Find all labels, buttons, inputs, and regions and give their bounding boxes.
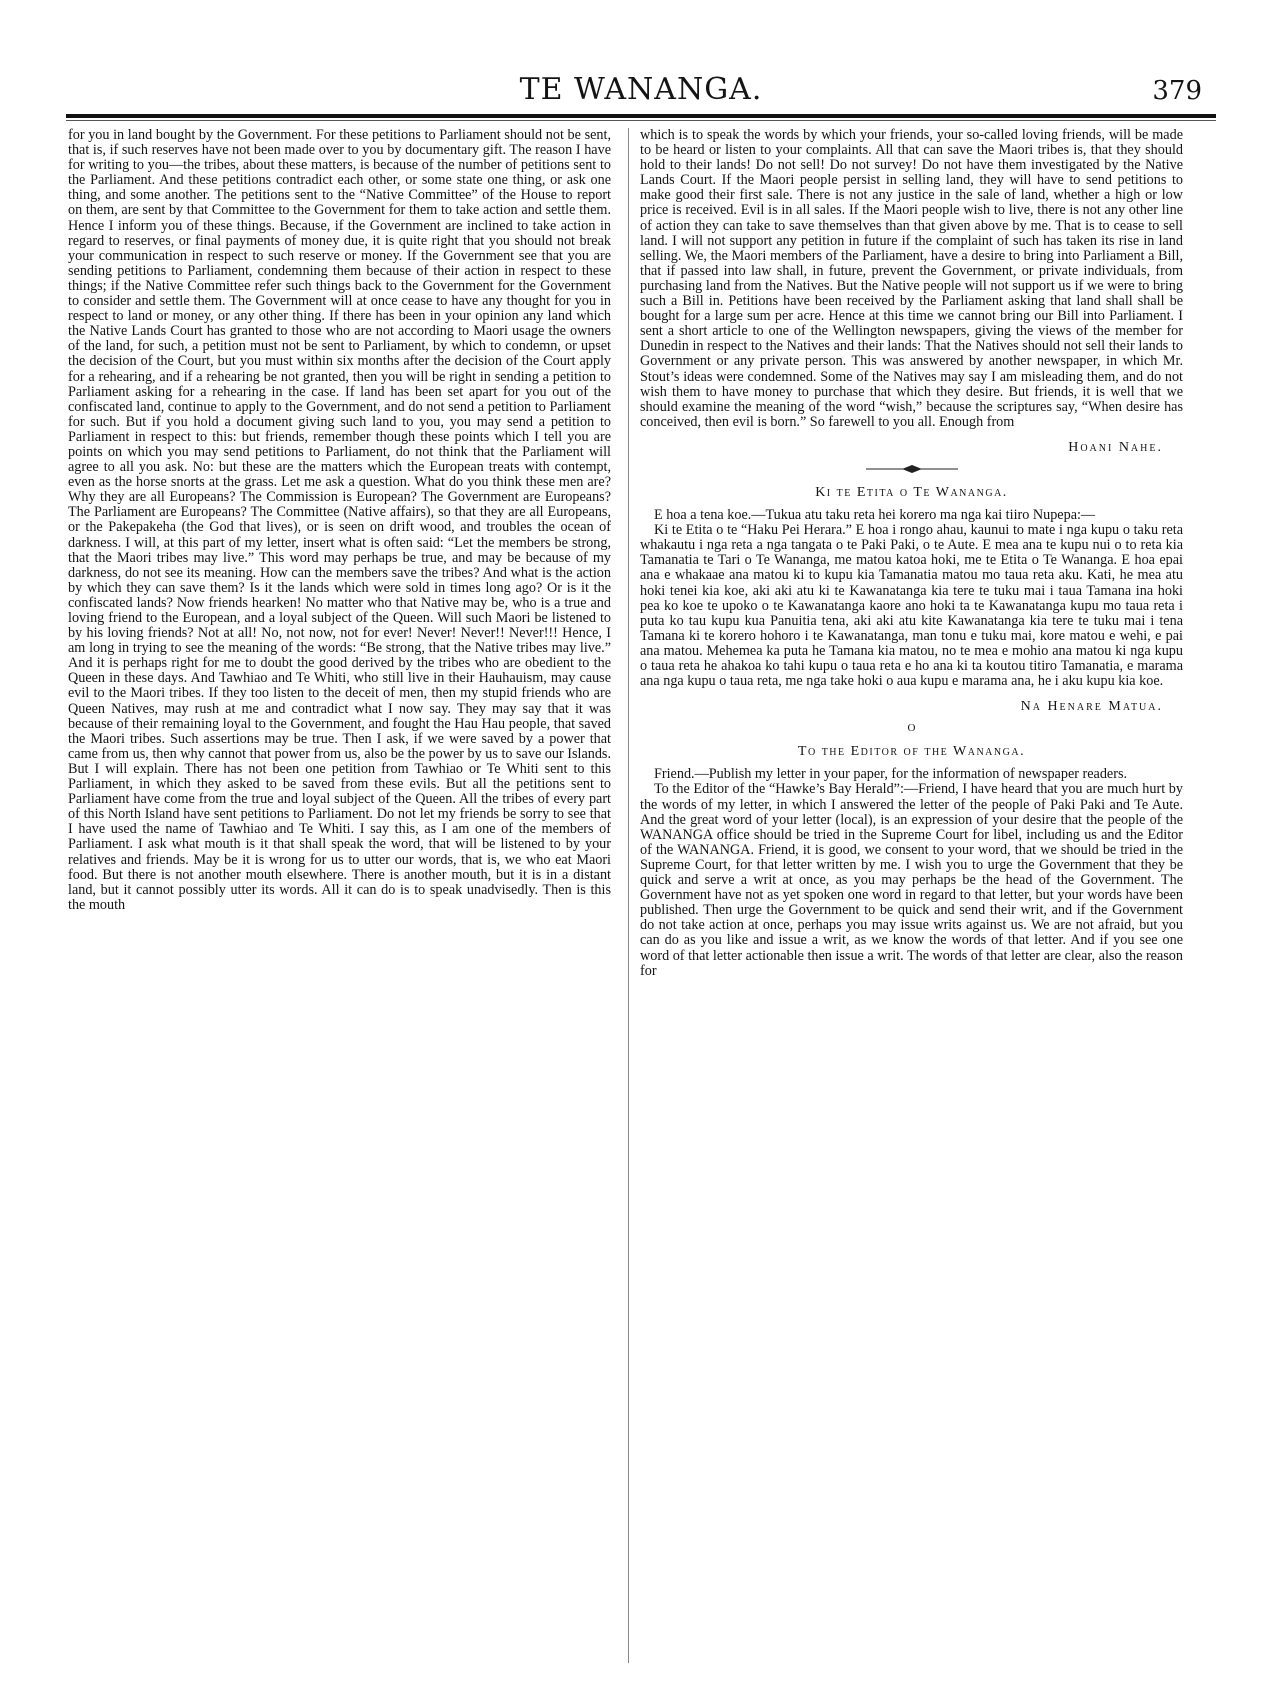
english-letter-paragraph: To the Editor of the “Hawke’s Bay Herald”:—Friend, I have heard that you are much hurt by the words of my letter, in which I answered the letter of the people of Paki Paki and Te Aute. And the great word of your letter (local), is an expression of your desire that the people of the WANANGA office should be tried in the Supreme Court for libel, including us and the Editor of the WANANGA. Friend, it is good, we consent to your word, that we should be tried in the Supreme Court, for that letter written by me. I wish you to urge the Government that they be quick and serve a writ at once, as you may perhaps be the head of the Government. The Government have not as yet spoken one word in regard to that letter, but your words have been published. Then urge the Government to be quick and send their writ, and if the Government do not take action at once, perhaps you may issue writs against us. We are not afraid, but you can do as you like and issue a writ, as we know the words of that letter. And if you see one word of that letter actionable then issue a writ. The words of that letter are clear, also the reason for [640, 781, 1183, 979]
page-number: 379 [1152, 76, 1202, 106]
english-intro-paragraph: Friend.—Publish my letter in your paper, for the information of newspaper readers. [654, 766, 1128, 783]
signature-hoani-nahe: Hoani Nahe. [1068, 439, 1163, 455]
header-rule-thin [66, 120, 1216, 121]
heading-to-the-editor: To the Editor of the Wananga. [797, 744, 1026, 760]
maori-intro-paragraph: E hoa a tena koe.—Tukua atu taku reta hei korero ma nga kai tiiro Nupepa:— [654, 507, 1096, 524]
masthead [66, 72, 1216, 112]
signature-henare-matua: Na Henare Matua. [1020, 699, 1163, 715]
letter-end-paragraph: which is to speak the words by which your friends, your so-called loving friends, will be made to be heard or listen to your complaints. All that can save the Maori tribes is, that they should hold to their lands! Do not sell! Do not survey! Do not have them investigated by the Native Lands Court. If the Maori people persist in selling land, they will have to send petitions to make good their first sale. There is not any justice in the sale of land, whether a high or low price is received. Evil is in all sales. If the Maori people wish to live, there is not any other line of action they can take to save themselves than that given above by me. That is to cease to sell land. I will not support any petition in future if the complaint of such has taken its rise in land selling. We, the Maori members of the Parliament, have a desire to bring into Parliament a Bill, that if passed into law shall, in future, prevent the Government, or private individuals, from purchasing land from the Natives. But the Native people will not support us if we were to bring such a Bill in. Petitions have been received by the Parliament asking that land shall shall be bought for a large sum per acre. Hence at this time we cannot bring our Bill into Parliament. I sent a short article to one of the Wellington newspapers, giving the views of the member for Dunedin in respect to the Natives and their lands: That the Natives should not sell their lands to Government or any private person. This was answered by another newspaper, in which Mr. Stout’s ideas were condemned. Some of the Natives may say I am misleading them, and do not wish them to have money to purchase that which they desire. But friends, it is well that we should examine the meaning of the word “wish,” because the scriptures say, “When desire has conceived, then evil is born.” So farewell to you all. Enough from [640, 128, 1183, 430]
column-divider [628, 128, 629, 1663]
right-column [640, 128, 1183, 1663]
header-rule-thick [66, 114, 1216, 118]
small-ornament [640, 722, 1183, 734]
maori-letter-paragraph: Ki te Etita o te “Haku Pei Herara.” E hoa i rongo ahau, kaunui to mate i nga kupu o taku reta whakautu i nga reta a nga tangata o te Paki Paki, o te Aute. E mea ana te kupu nui o to reta kia Tamanatia te Tari o Te Wananga, me matou katoa hoki, me te Etita o Te Wananga. E hoa epai ana e whakaae ana matou ki to kupu kia Tamanatia matou mo taua reta aku. Kati, he mea atu hoki tenei kia koe, aki aki atu ki te Kawanatanga kia tere te tuku mai i taua Tamana ina hoki pea ko koe te upoko o te Kawanatanga kaore ano hoki ta te Kawanatanga kupu mo taua reta i puta ko tau kupu kua Panuitia tena, aki aki atu kite Kawanatanga kia tere te tuku mai i tena Tamana ki te korero hohoro i te Kawanatanga, man tonu e tuku mai, kore matou e wehi, e pai ana matou. Mehemea ka puta he Tamana kia matou, no te mea e mohio ana matou ki nga kupu o taua reta he ahakoa ko tahi kupu o taua reta e ho ana ki ta koutou titiro Tamanatia, e marama ana nga kupu o taua reta, me nga take hoki o aua kupu e marama ana, he i aku kupu kia koe. [640, 522, 1183, 690]
ornament-circle: O [907, 722, 916, 735]
newspaper-title: TE WANANGA. [519, 72, 763, 107]
letter-continuation-paragraph: for you in land bought by the Government. For these petitions to Parliament should not be sent, that is, if such reserves have not been made over to you by documentary gift. The reason I have for writing to you—the tribes, about these matters, is because of the number of petitions sent to the Parliament. And these petitions contradict each other, or some state one thing, or ask one thing, and some another. The petitions sent to the “Native Committee” of the House to report on them, are sent by that Committee to the Government for them to take action and settle them. Hence I inform you of these things. Because, if the Government are inclined to take action in regard to reserves, or final payments of money due, it is quite right that you should not break your communication in respect to such reserve or money. If the Government see that you are sending petitions to Parliament, condemning them because of their action in respect to these things; if the Native Committee refer such things back to the Government for the Government to consider and settle them. The Government will at once cease to have any thought for you in respect to land or money, or any other thing. If there has been in your opinion any land which the Native Lands Court has granted to those who are not according to Maori usage the owners of the land, for such, a petition must not be sent to Parliament, by which to condemn, or upset the decision of the Court, but you must within six months after the decision of the Court apply for a rehearing, and if a rehearing be not granted, then you will be right in sending a petition to Parliament asking for a rehearing in the case. If land has been set apart for you out of the confiscated land, continue to apply to the Government, and do not send a petition to Parliament for such. But if you hold a document giving such land to you, you may send a petition to Parliament in respect to this: but friends, remember though these points which I tell you are points on which you may send petitions to Parliament, do not think that the Parliament will agree to all you ask. No: but these are the matters which the European treats with contempt, even as the horse snorts at the grass. Let me ask a question. What do you think these men are? Why they are all Europeans? The Commission is European? The Government are Europeans? The Parliament are Europeans? The Committee (Native affairs), so that they are all Europeans, or the Pakepakeha (the God that lives), or is seen on drift wood, and troubles the ocean of darkness. I will, at this part of my letter, insert what is often said: “Let the members be strong, that the Maori tribes may live.” This word may perhaps be true, and may be because of my darkness, do not see its meaning. How can the members save the tribes? And what is the action by which they can save them? Is it the lands which were sold in times long ago? Or is it the confiscated lands? Now friends hearken! No matter who that Native may be, who is a true and loving friend to the European, and a loyal subject of the Queen. Will such Maori be listened to by his loving friends? Not at all! No, not now, not for ever! Never! Never!! Never!!! Hence, I am long in trying to see the meaning of the words: “Be strong, that the Native tribes may live.” And it is perhaps right for me to doubt the good derived by the tribes who are obedient to the Queen in these days. And Tawhiao and Te Whiti, who still live in their Hauhauism, may cause evil to the Maori tribes. If they too listen to the deceit of men, then my stupid friends who are Queen Natives, may rush at me and contradict what I now say. They may say that it was because of their remaining loyal to the Government, and fought the Hau Hau people, that saved the Maori tribes. Such assertions may be true. Then I ask, if we were saved by a power that came from us, then why cannot that power from us, also be the power by us to save our Islands. But I will explain. There has not been one petition from Tawhiao or Te Whiti sent to this Parliament, in which they asked to be saved from these evils. But all the petitions sent to Parliament have come from the true and loyal subject of the Queen. All the tribes of every part of this North Island have sent petitions to Parliament. Do not let my friends be sorry to see that I have used the name of Tawhiao and Te Whiti. I say this, as I am one of the members of Parliament. I ask what mouth is it that shall speak the word, that will be listened to by your relatives and friends. May be it is wrong for us to utter our words, that is, we who eat Maori food. But there is not another mouth elsewhere. There is another mouth, but it is in a distant land, but it cannot possibly utter its words. All it can do is to speak unadvisedly. Then is this the mouth [68, 128, 611, 913]
heading-ki-te-etita: Ki te Etita o Te Wananga. [815, 484, 1008, 500]
left-column [68, 128, 611, 1663]
ornamental-divider [862, 463, 962, 475]
